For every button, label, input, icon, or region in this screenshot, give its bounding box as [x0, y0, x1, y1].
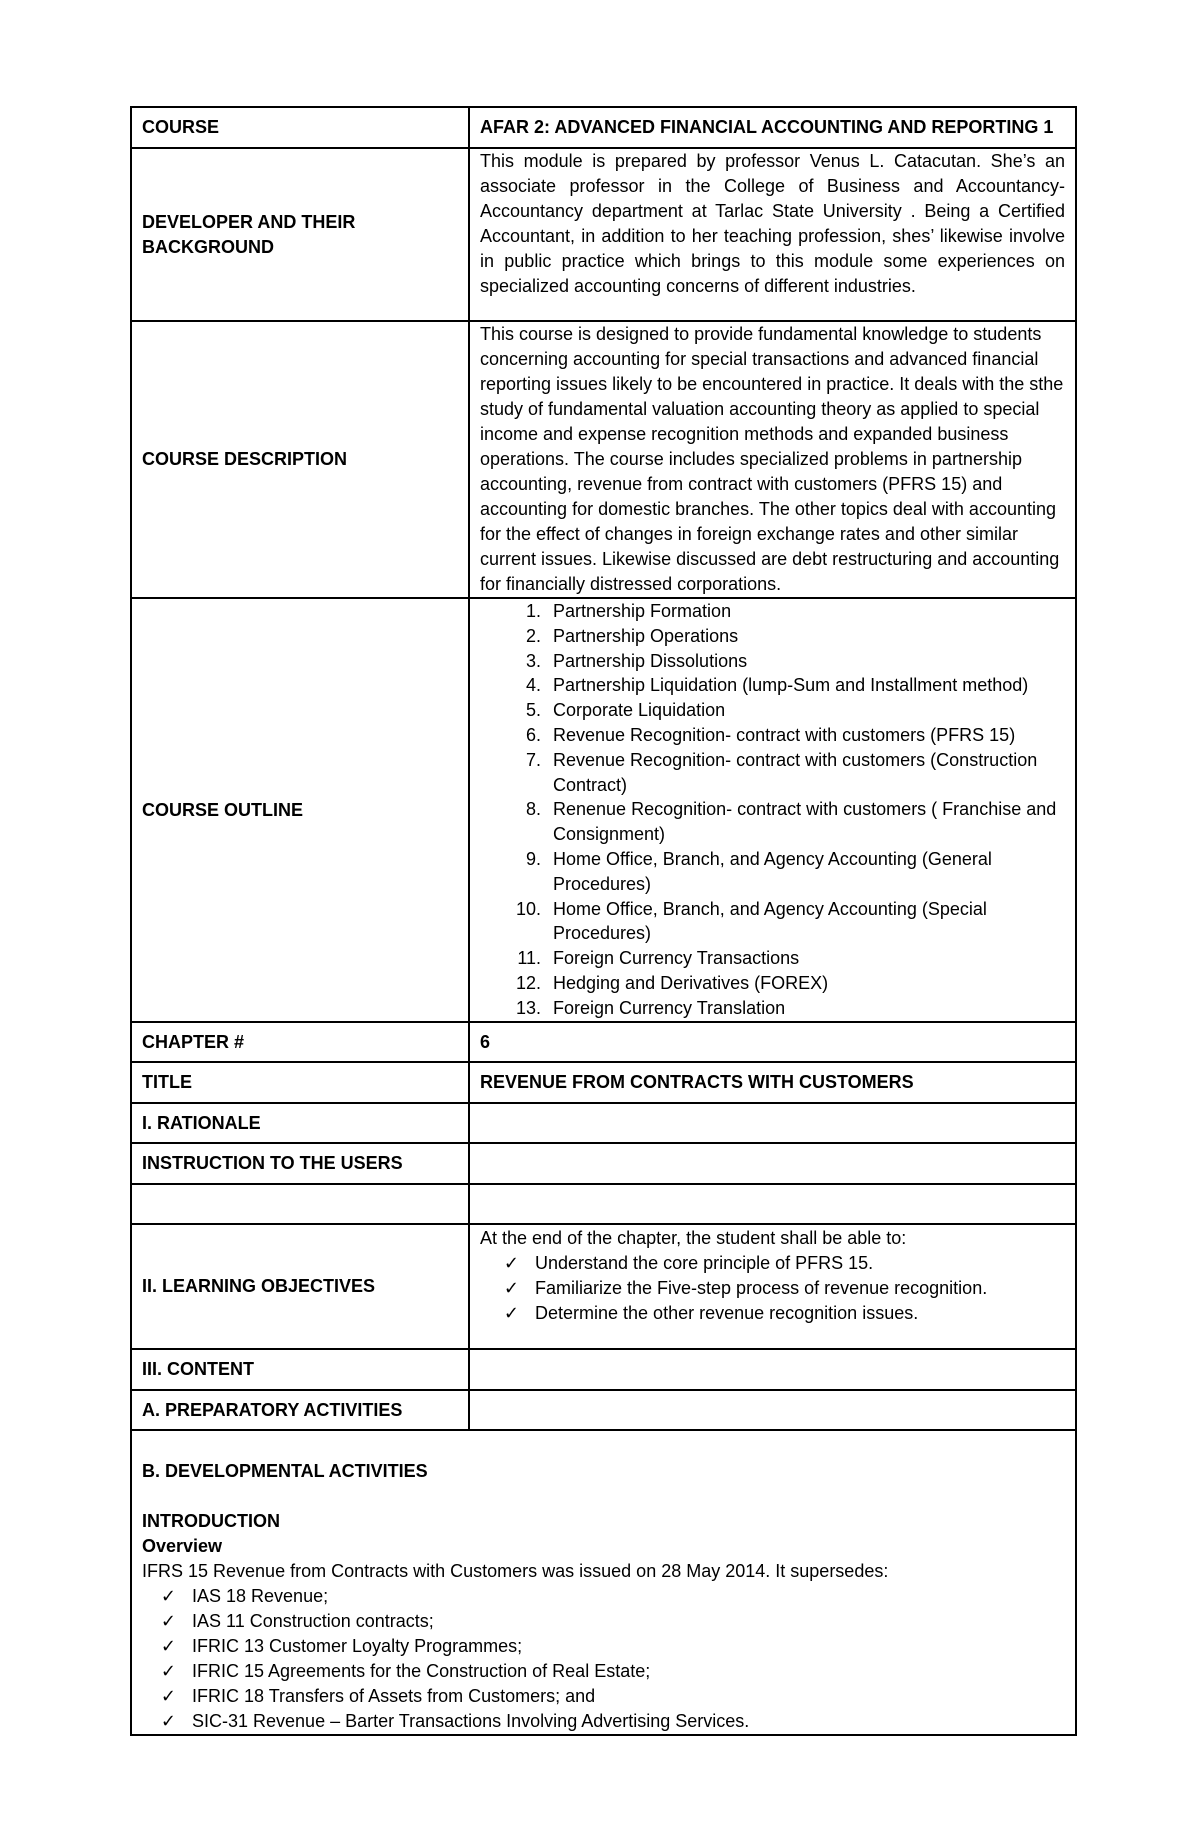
supersedes-list	[142, 1584, 1065, 1734]
rationale-label: I. RATIONALE	[131, 1103, 469, 1143]
outline-item	[480, 698, 1065, 723]
outline-item-number: 9.	[525, 848, 541, 869]
outline-item-number: 1.	[525, 601, 541, 621]
outline-item-text: Foreign Currency Transactions	[553, 948, 800, 969]
outline-item	[480, 723, 1065, 748]
content-label: III. CONTENT	[131, 1349, 469, 1390]
developmental-cell	[131, 1430, 1076, 1735]
outline-item	[480, 996, 1065, 1021]
outline-item-text: Partnership Operations	[553, 625, 739, 646]
checkmark-icon: ✓	[503, 1253, 519, 1273]
outline-item-text: Foreign Currency Translation	[553, 997, 786, 1018]
content-value	[469, 1349, 1076, 1390]
check-list-item	[142, 1584, 1065, 1609]
check-list-item	[142, 1684, 1065, 1709]
course-outline-label: COURSE OUTLINE	[131, 598, 469, 1022]
outline-item-text: Home Office, Branch, and Agency Accounting (General Procedures)	[553, 848, 992, 894]
row-title	[131, 1062, 1076, 1103]
check-list-item-text: Understand the core principle of PFRS 15.	[535, 1253, 874, 1273]
rationale-value	[469, 1103, 1076, 1143]
outline-item-text: Partnership Dissolutions	[553, 650, 748, 671]
chapter-value: 6	[469, 1022, 1076, 1062]
preparatory-label: A. PREPARATORY ACTIVITIES	[131, 1390, 469, 1430]
row-rationale	[131, 1103, 1076, 1143]
check-list-item	[142, 1709, 1065, 1734]
row-learning-objectives	[131, 1224, 1076, 1349]
title-value: REVENUE FROM CONTRACTS WITH CUSTOMERS	[469, 1062, 1076, 1103]
instruction-label: INSTRUCTION TO THE USERS	[131, 1143, 469, 1184]
check-list-item-text: IFRIC 13 Customer Loyalty Programmes;	[192, 1636, 523, 1656]
overview-title: Overview	[142, 1536, 223, 1556]
outline-item-text: Partnership Liquidation (lump-Sum and Installment method)	[553, 675, 1029, 696]
outline-item-number: 4.	[525, 675, 541, 696]
checkmark-icon: ✓	[503, 1303, 519, 1323]
module-table	[130, 106, 1077, 1736]
outline-item-number: 12.	[515, 972, 541, 993]
check-list-item-text: Familiarize the Five-step process of revenue recognition.	[535, 1278, 988, 1298]
outline-item	[480, 624, 1065, 649]
course-outline-list	[480, 599, 1065, 1021]
empty-value	[469, 1184, 1076, 1224]
objectives-list	[480, 1251, 1065, 1326]
outline-item	[480, 897, 1065, 947]
outline-item-number: 6.	[525, 724, 541, 745]
row-instruction	[131, 1143, 1076, 1184]
check-list-item	[480, 1276, 1065, 1301]
outline-item	[480, 649, 1065, 674]
checkmark-icon: ✓	[160, 1661, 176, 1681]
row-course-description	[131, 321, 1076, 598]
check-list-item-text: IAS 18 Revenue;	[192, 1586, 329, 1606]
course-description-value: This course is designed to provide fundamental knowledge to students concerning accounting for special transactions and advanced financial reporting issues likely to be encountered in practice. It deals with the sthe study of fundamental valuation accounting theory as applied to special income and expense recognition methods and expanded business operations. The course includes specialized problems in partnership accounting, revenue from contract with customers (PFRS 15) and accounting for domestic branches. The other topics deal with accounting for the effect of changes in foreign exchange rates and other similar current issues. Likewise discussed are debt restructuring and accounting for financially distressed corporations.	[469, 321, 1076, 598]
course-label: COURSE	[131, 107, 469, 148]
outline-item-text: Corporate Liquidation	[553, 700, 726, 721]
outline-item-text: Partnership Formation	[553, 601, 732, 621]
outline-item-text: Home Office, Branch, and Agency Accounting (Special Procedures)	[553, 898, 987, 944]
instruction-value	[469, 1143, 1076, 1184]
row-developer	[131, 148, 1076, 321]
outline-item	[480, 971, 1065, 996]
outline-item	[480, 673, 1065, 698]
check-list-item	[142, 1634, 1065, 1659]
checkmark-icon: ✓	[160, 1711, 176, 1731]
row-chapter	[131, 1022, 1076, 1062]
outline-item-number: 5.	[525, 700, 541, 721]
learning-objectives-value	[469, 1224, 1076, 1349]
outline-item	[480, 946, 1065, 971]
developer-value: This module is prepared by professor Venus L. Catacutan. She’s an associate professor in the College of Business and Accountancy- Accountancy department at Tarlac State University . Being a Certified Accountant, in addition to her teaching profession, shes’ likewise involve in public practice which brings to this module some experiences on specialized accounting concerns of different industries.	[469, 148, 1076, 321]
check-list-item	[142, 1659, 1065, 1684]
outline-item	[480, 599, 1065, 624]
check-list-item-text: Determine the other revenue recognition issues.	[535, 1303, 919, 1323]
introduction-title: INTRODUCTION	[142, 1511, 280, 1531]
check-list-item-text: IAS 11 Construction contracts;	[192, 1611, 434, 1631]
outline-item-number: 2.	[525, 625, 541, 646]
objectives-intro: At the end of the chapter, the student shall be able to:	[480, 1228, 907, 1248]
outline-item-number: 3.	[525, 650, 541, 671]
empty-label	[131, 1184, 469, 1224]
row-preparatory	[131, 1390, 1076, 1430]
title-label: TITLE	[131, 1062, 469, 1103]
outline-item-number: 8.	[525, 799, 541, 820]
check-list-item-text: IFRIC 18 Transfers of Assets from Customers; and	[192, 1686, 596, 1706]
row-developmental	[131, 1430, 1076, 1735]
outline-item-text: Renenue Recognition- contract with customers ( Franchise and Consignment)	[553, 799, 1057, 845]
course-description-label: COURSE DESCRIPTION	[131, 321, 469, 598]
outline-item-number: 11.	[517, 948, 541, 969]
row-course	[131, 107, 1076, 148]
outline-item	[480, 748, 1065, 798]
developmental-label: B. DEVELOPMENTAL ACTIVITIES	[142, 1461, 428, 1481]
check-list-item-text: IFRIC 15 Agreements for the Construction of Real Estate;	[192, 1661, 651, 1681]
row-course-outline	[131, 598, 1076, 1022]
outline-item-number: 13.	[515, 997, 541, 1018]
checkmark-icon: ✓	[160, 1686, 176, 1706]
course-value: AFAR 2: ADVANCED FINANCIAL ACCOUNTING AND REPORTING 1	[469, 107, 1076, 148]
check-list-item-text: SIC-31 Revenue – Barter Transactions Involving Advertising Services.	[192, 1711, 750, 1731]
check-list-item	[480, 1301, 1065, 1326]
course-outline-value	[469, 598, 1076, 1022]
overview-text: IFRS 15 Revenue from Contracts with Customers was issued on 28 May 2014. It supersedes:	[142, 1561, 889, 1581]
row-content	[131, 1349, 1076, 1390]
outline-item-number: 7.	[525, 749, 541, 770]
outline-item	[480, 847, 1065, 897]
check-list-item	[480, 1251, 1065, 1276]
preparatory-value	[469, 1390, 1076, 1430]
checkmark-icon: ✓	[160, 1636, 176, 1656]
outline-item	[480, 797, 1065, 847]
row-empty	[131, 1184, 1076, 1224]
chapter-label: CHAPTER #	[131, 1022, 469, 1062]
learning-objectives-label: II. LEARNING OBJECTIVES	[131, 1224, 469, 1349]
checkmark-icon: ✓	[503, 1278, 519, 1298]
checkmark-icon: ✓	[160, 1586, 176, 1606]
outline-item-text: Hedging and Derivatives (FOREX)	[553, 972, 829, 993]
developer-label: DEVELOPER AND THEIR BACKGROUND	[131, 148, 469, 321]
outline-item-number: 10.	[515, 898, 541, 919]
check-list-item	[142, 1609, 1065, 1634]
outline-item-text: Revenue Recognition- contract with customers (PFRS 15)	[553, 724, 1016, 745]
outline-item-text: Revenue Recognition- contract with customers (Construction Contract)	[553, 749, 1038, 795]
checkmark-icon: ✓	[160, 1611, 176, 1631]
